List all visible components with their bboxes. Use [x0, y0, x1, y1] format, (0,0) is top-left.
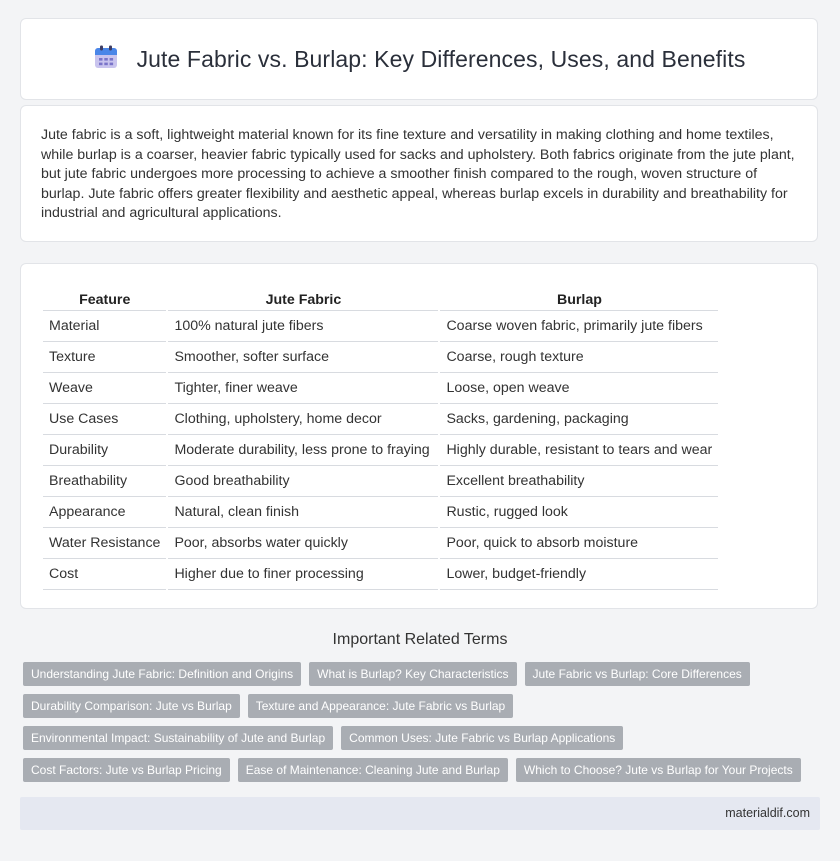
table-cell: Higher due to finer processing — [168, 559, 438, 590]
related-term-tag[interactable]: Ease of Maintenance: Cleaning Jute and Burlap — [238, 758, 508, 782]
table-cell: Rustic, rugged look — [440, 497, 718, 528]
table-row — [43, 435, 718, 466]
table-cell: Poor, quick to absorb moisture — [440, 528, 718, 559]
table-cell: Moderate durability, less prone to fraying — [168, 435, 438, 466]
table-cell: Appearance — [43, 497, 166, 528]
related-term-tag[interactable]: Understanding Jute Fabric: Definition and Origins — [23, 662, 301, 686]
footer-bar — [20, 797, 820, 830]
calendar-icon — [93, 44, 119, 75]
table-cell: Coarse woven fabric, primarily jute fibers — [440, 311, 718, 342]
table-cell: Cost — [43, 559, 166, 590]
header-feature: Feature — [43, 284, 166, 311]
related-term-tag[interactable]: Which to Choose? Jute vs Burlap for Your Projects — [516, 758, 801, 782]
related-term-tag[interactable]: Environmental Impact: Sustainability of Jute and Burlap — [23, 726, 333, 750]
related-term-tag[interactable]: Cost Factors: Jute vs Burlap Pricing — [23, 758, 230, 782]
related-terms-title: Important Related Terms — [332, 631, 508, 648]
table-cell: Poor, absorbs water quickly — [168, 528, 438, 559]
table-cell: Good breathability — [168, 466, 438, 497]
related-term-tag[interactable]: Common Uses: Jute Fabric vs Burlap Applications — [341, 726, 623, 750]
table-header-row — [43, 284, 718, 311]
table-cell: Sacks, gardening, packaging — [440, 404, 718, 435]
related-term-tag[interactable]: Durability Comparison: Jute vs Burlap — [23, 694, 240, 718]
table-row — [43, 528, 718, 559]
intro-card — [20, 105, 818, 242]
related-term-tag[interactable]: Jute Fabric vs Burlap: Core Differences — [525, 662, 750, 686]
header-burlap: Burlap — [440, 284, 718, 311]
table-row — [43, 559, 718, 590]
table-cell: Use Cases — [43, 404, 166, 435]
table-row — [43, 373, 718, 404]
table-cell: Texture — [43, 342, 166, 373]
table-cell: Highly durable, resistant to tears and wear — [440, 435, 718, 466]
table-card — [20, 263, 818, 609]
table-row — [43, 497, 718, 528]
table-cell: Natural, clean finish — [168, 497, 438, 528]
intro-paragraph: Jute fabric is a soft, lightweight material known for its fine texture and versatility in making clothing and home textiles, while burlap is a coarser, heavier fabric typically used for sacks and upholstery. Both fabrics originate from the jute plant, but jute fabric undergoes more processing to achieve a smoother finish compared to the rough, woven structure of burlap. Jute fabric offers greater flexibility and aesthetic appeal, whereas burlap excels in durability and breathability for industrial and agricultural applications. — [41, 127, 795, 221]
related-term-tag[interactable]: What is Burlap? Key Characteristics — [309, 662, 516, 686]
footer-site-name: materialdif.com — [725, 806, 810, 820]
table-cell: Smoother, softer surface — [168, 342, 438, 373]
header-jute-fabric: Jute Fabric — [168, 284, 438, 311]
table-cell: Tighter, finer weave — [168, 373, 438, 404]
table-row — [43, 342, 718, 373]
table-cell: Breathability — [43, 466, 166, 497]
related-term-tag[interactable]: Texture and Appearance: Jute Fabric vs Burlap — [248, 694, 513, 718]
comparison-table — [41, 284, 720, 590]
table-cell: Water Resistance — [43, 528, 166, 559]
table-cell: Weave — [43, 373, 166, 404]
table-cell: Clothing, upholstery, home decor — [168, 404, 438, 435]
page-title: Jute Fabric vs. Burlap: Key Differences, Uses, and Benefits — [136, 45, 746, 72]
table-cell: Lower, budget-friendly — [440, 559, 718, 590]
table-cell: Material — [43, 311, 166, 342]
table-cell: Excellent breathability — [440, 466, 718, 497]
table-cell: Durability — [43, 435, 166, 466]
table-cell: Loose, open weave — [440, 373, 718, 404]
header-card — [20, 18, 818, 100]
table-row — [43, 311, 718, 342]
table-row — [43, 404, 718, 435]
table-row — [43, 466, 718, 497]
title-wrap — [93, 44, 746, 75]
table-cell: Coarse, rough texture — [440, 342, 718, 373]
table-cell: 100% natural jute fibers — [168, 311, 438, 342]
related-terms-tags — [23, 662, 823, 782]
